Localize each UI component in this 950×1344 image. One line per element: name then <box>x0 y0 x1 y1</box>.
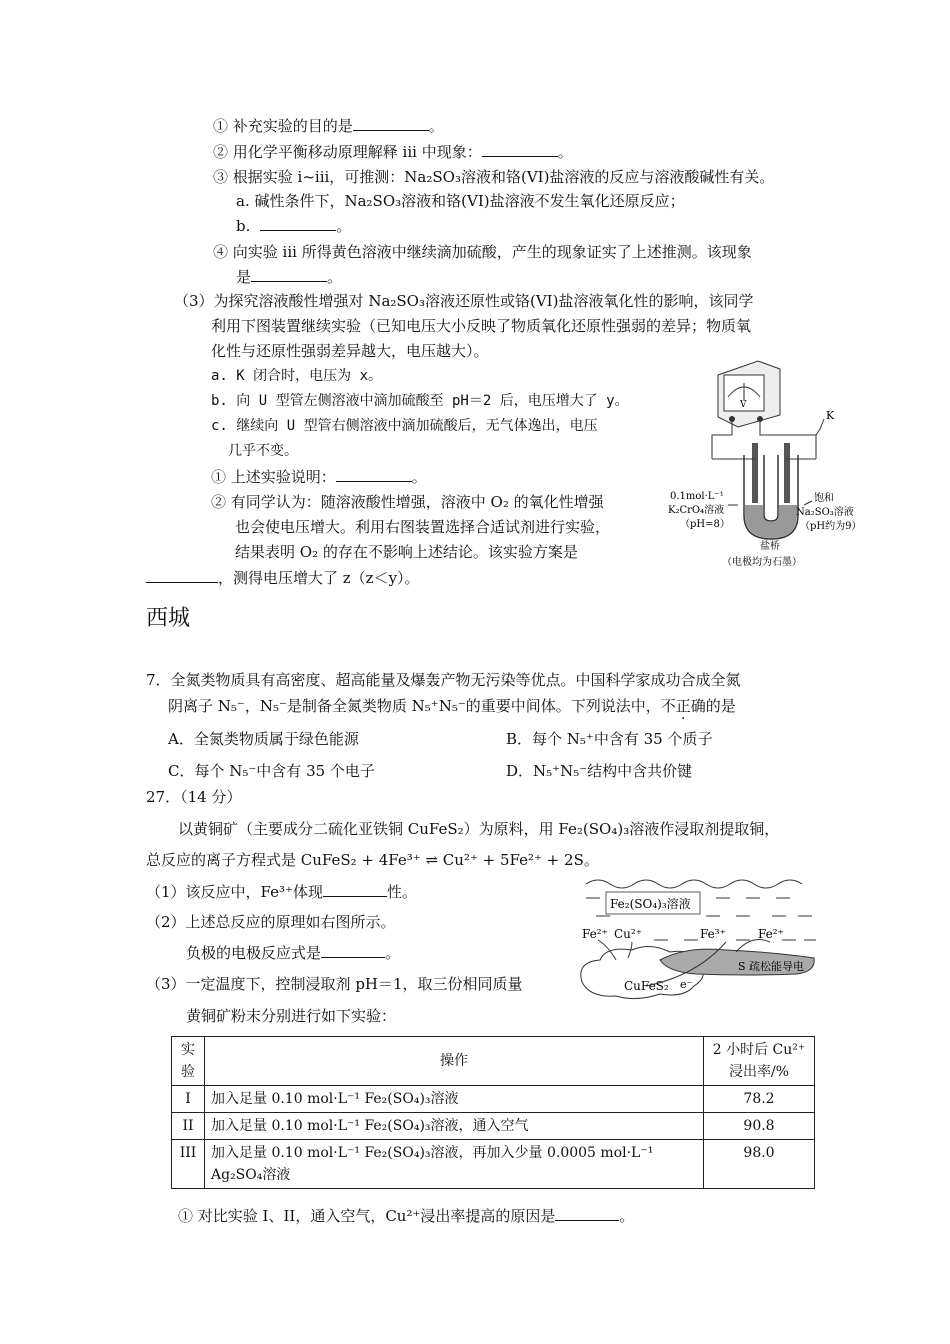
answer-blank[interactable] <box>353 116 429 131</box>
q3-line2: 利用下图装置继续实验（已知电压大小反映了物质氧化还原性强弱的差异；物质氧 <box>211 317 752 335</box>
q7-option-c[interactable]: C．每个 N₅⁻中含有 35 个电子 <box>168 762 375 780</box>
solution-label: Fe₂(SO₄)₃溶液 <box>610 897 691 911</box>
answer-blank[interactable] <box>323 882 387 897</box>
q27-part3-line1: （3）一定温度下，控制浸取剂 pH＝1，取三份相同质量 <box>146 975 523 993</box>
q3-step-b: b. 向 U 型管左侧溶液中滴加硫酸至 pH＝2 后，电压增大了 y。 <box>211 393 629 409</box>
header-operation: 操作 <box>205 1037 704 1086</box>
q3-sub2-line2: 也会使电压增大。利用右图装置选择合适试剂进行实验， <box>235 518 611 536</box>
switch-label: K <box>826 409 835 422</box>
answer-blank[interactable] <box>146 568 218 583</box>
svg-text:Na₂SO₃溶液: Na₂SO₃溶液 <box>796 507 854 518</box>
answer-blank[interactable] <box>260 216 336 231</box>
svg-text:（pH=8）: （pH=8） <box>680 519 730 530</box>
voltmeter-label: V <box>740 400 747 410</box>
table-row: III 加入足量 0.10 mol·L⁻¹ Fe₂(SO₄)₃溶液，再加入少量 0.0005 mol·L⁻¹ Ag₂SO₄溶液 98.0 <box>172 1140 815 1189</box>
table-row: I 加入足量 0.10 mol·L⁻¹ Fe₂(SO₄)₃溶液 78.2 <box>172 1086 815 1113</box>
svg-text:Fe²⁺: Fe²⁺ <box>758 927 784 941</box>
answer-blank[interactable] <box>555 1206 619 1221</box>
emphasis-text: 不正确 <box>660 697 706 715</box>
q2-item3: ③ 根据实验 i~iii，可推测：Na₂SO₃溶液和铬(VI)盐溶液的反应与溶液酸碱性有关。 <box>213 168 775 186</box>
q7-option-a[interactable]: A．全氮类物质属于绿色能源 <box>168 730 359 748</box>
header-experiment: 实验 <box>172 1037 205 1086</box>
apparatus-caption: （电极均为石墨） <box>722 557 802 568</box>
q3-sub2-line4: ，测得电压增大了 z（z＜y）。 <box>146 568 420 588</box>
q2-item3b: b. 。 <box>236 217 352 235</box>
answer-blank[interactable] <box>336 467 412 482</box>
q27-part2: （2）上述总反应的原理如右图所示。 <box>146 913 396 931</box>
q7-option-d[interactable]: D．N₅⁺N₅⁻结构中含共价键 <box>506 762 693 780</box>
q27-intro1: 以黄铜矿（主要成分二硫化亚铁铜 CuFeS₂）为原料，用 Fe₂(SO₄)₃溶液作浸取剂提取铜， <box>178 820 780 838</box>
q27-part1: （1）该反应中，Fe³⁺体现 性。 <box>146 883 417 901</box>
answer-blank[interactable] <box>251 267 327 282</box>
q2-item1: ① 补充实验的目的是 。 <box>213 117 444 135</box>
q2-item2: ② 用化学平衡移动原理解释 iii 中现象： 。 <box>213 143 573 161</box>
sulfur-layer-label: S 疏松能导电 <box>738 960 805 973</box>
experiment-table <box>171 1036 815 1189</box>
galvanic-cell-diagram <box>668 355 868 575</box>
q3-step-c1: c. 继续向 U 型管右侧溶液中滴加硫酸后，无气体逸出，电压 <box>211 418 598 434</box>
header-rate: 2 小时后 Cu²⁺浸出率/% <box>704 1037 815 1086</box>
svg-text:Cu²⁺: Cu²⁺ <box>614 927 643 941</box>
q3-sub2-line3: 结果表明 O₂ 的存在不影响上述结论。该实验方案是 <box>235 543 578 561</box>
q3-line3: 化性与还原性强弱差异越大，电压越大）。 <box>211 342 489 360</box>
q7-option-b[interactable]: B．每个 N₅⁺中含有 35 个质子 <box>506 730 713 748</box>
q3-step-c2: 几乎不变。 <box>228 443 298 459</box>
q7-line2: 阴离子 N₅⁻，N₅⁻是制备全氮类物质 N₅⁺N₅⁻的重要中间体。下列说法中，不正确的是 <box>168 697 736 715</box>
q27-sub1: ① 对比实验 I、II，通入空气，Cu²⁺浸出率提高的原因是 。 <box>178 1207 635 1225</box>
q27-part3-line2: 黄铜矿粉末分别进行如下实验： <box>186 1007 397 1025</box>
table-header-row <box>172 1037 815 1086</box>
q2-item4-line2: 是 。 <box>236 268 343 286</box>
table-row: II 加入足量 0.10 mol·L⁻¹ Fe₂(SO₄)₃溶液，通入空气 90.8 <box>172 1113 815 1140</box>
svg-text:（pH约为9）: （pH约为9） <box>800 521 862 532</box>
svg-text:K₂CrO₄溶液: K₂CrO₄溶液 <box>668 505 725 516</box>
section-title: 西城 <box>146 606 191 631</box>
svg-text:盐桥: 盐桥 <box>760 541 780 552</box>
q2-item3a: a. 碱性条件下，Na₂SO₃溶液和铬(VI)盐溶液不发生氧化还原反应； <box>236 192 685 210</box>
svg-text:Fe³⁺: Fe³⁺ <box>700 927 726 941</box>
q27-part2b: 负极的电极反应式是 。 <box>186 944 401 962</box>
svg-text:e⁻: e⁻ <box>680 978 693 991</box>
svg-text:0.1mol·L⁻¹: 0.1mol·L⁻¹ <box>670 491 724 502</box>
q3-step-a: a. K 闭合时，电压为 x。 <box>211 368 383 384</box>
q3-line1: （3）为探究溶液酸性增强对 Na₂SO₃溶液还原性或铬(VI)盐溶液氧化性的影响，该同学 <box>174 292 754 310</box>
answer-blank[interactable] <box>482 142 558 157</box>
answer-blank[interactable] <box>321 943 385 958</box>
q27-header: 27．（14 分） <box>146 788 242 806</box>
svg-text:饱和: 饱和 <box>814 493 834 504</box>
q2-item4-line1: ④ 向实验 iii 所得黄色溶液中继续滴加硫酸，产生的现象证实了上述推测。该现象 <box>213 243 752 261</box>
q3-sub2-line1: ② 有同学认为：随溶液酸性增强，溶液中 O₂ 的氧化性增强 <box>211 493 604 511</box>
q7-line1: 7．全氮类物质具有高密度、超高能量及爆轰产物无污染等优点。中国科学家成功合成全氮 <box>146 671 741 689</box>
svg-text:Fe²⁺: Fe²⁺ <box>582 927 608 941</box>
leaching-diagram <box>576 872 820 1002</box>
q27-intro2: 总反应的离子方程式是 CuFeS₂ + 4Fe³⁺ ⇌ Cu²⁺ + 5Fe²⁺ + 2S。 <box>146 851 599 869</box>
ore-label: CuFeS₂ <box>624 979 669 993</box>
q3-sub1: ① 上述实验说明： 。 <box>211 468 427 486</box>
